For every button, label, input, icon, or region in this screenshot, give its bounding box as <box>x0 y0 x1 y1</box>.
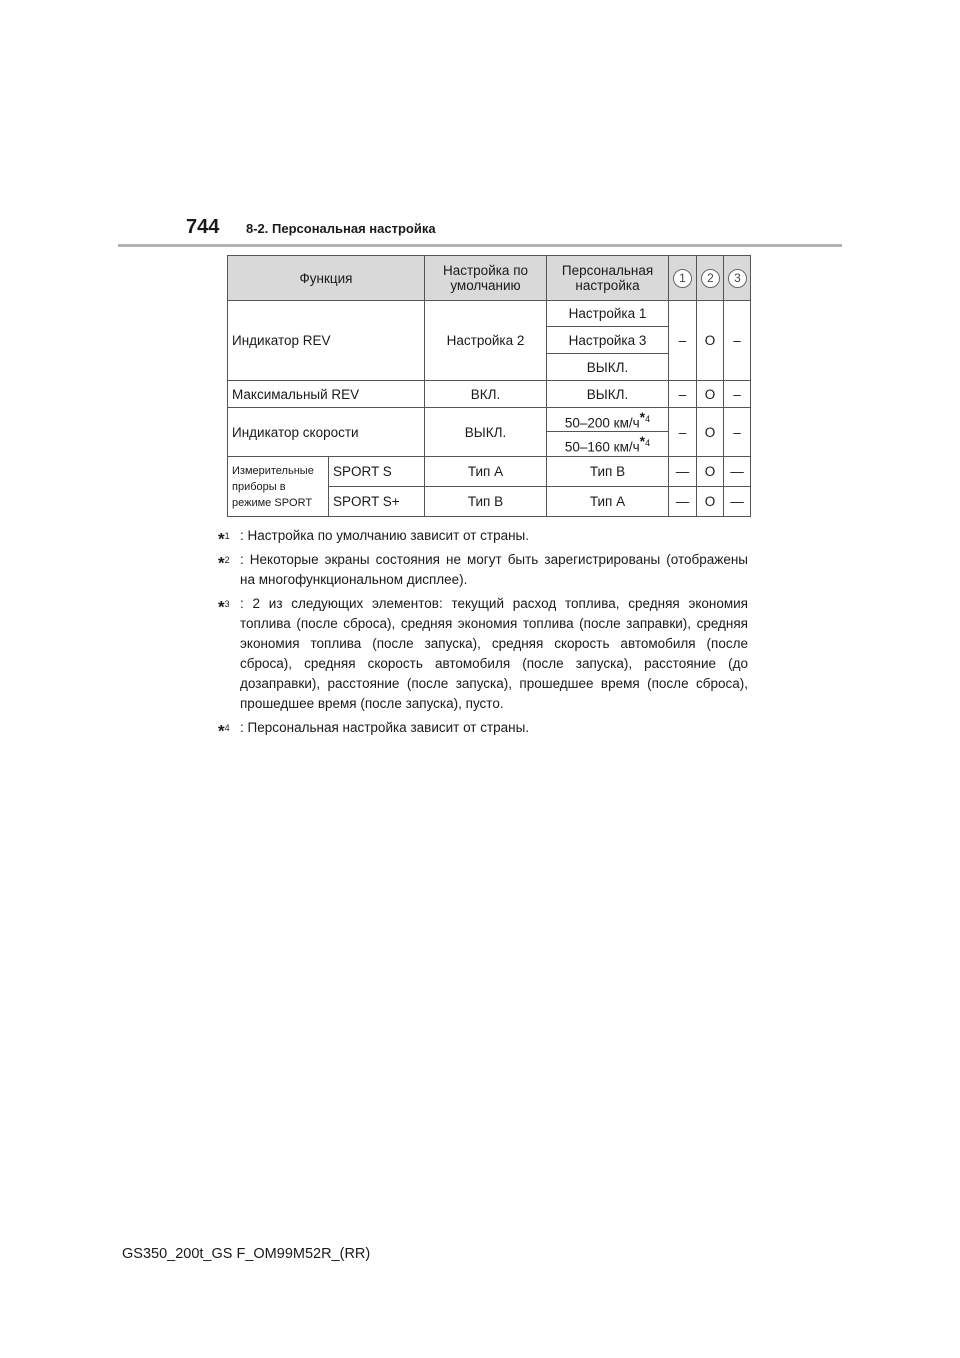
cell-method-1: — <box>669 487 697 517</box>
cell-method-2: O <box>697 408 724 457</box>
table-row <box>228 301 751 327</box>
cell-function-rev-indicator: Индикатор REV <box>228 301 425 381</box>
footnote-4 <box>218 718 748 741</box>
cell-method-1: – <box>669 381 697 408</box>
cell-function-speed-indicator: Индикатор скорости <box>228 408 425 457</box>
footnote-text: : Некоторые экраны состояния не могут быть зарегистрированы (отображены на многофункциональном дисплее). <box>240 552 748 587</box>
column-header-custom: Персональная настройка <box>547 256 669 301</box>
cell-default: Тип B <box>425 487 547 517</box>
cell-method-2: O <box>697 381 724 408</box>
section-title: 8-2. Персональная настройка <box>246 221 436 236</box>
column-header-function: Функция <box>228 256 425 301</box>
cell-option: Тип B <box>547 457 669 487</box>
circle-2-icon: 2 <box>701 269 720 288</box>
footnote-marker: *$^4$ <box>218 721 230 741</box>
cell-default-speed-indicator: ВЫКЛ. <box>425 408 547 457</box>
header-divider <box>118 244 842 247</box>
cell-mode: SPORT S <box>329 457 425 487</box>
cell-method-3: – <box>724 381 751 408</box>
option-text: 50–200 км/ч <box>564 415 640 431</box>
cell-option: Настройка 3 <box>547 327 669 354</box>
footnote-marker: *$^3$ <box>218 597 230 617</box>
circle-1-icon: 1 <box>673 269 692 288</box>
cell-method-3: — <box>724 487 751 517</box>
settings-table <box>227 255 751 517</box>
document-code: GS350_200t_GS F_OM99M52R_(RR) <box>122 1246 371 1262</box>
cell-default-rev-indicator: Настройка 2 <box>425 301 547 381</box>
page-number: 744 <box>186 216 220 238</box>
table-row <box>228 381 751 408</box>
cell-option: ВЫКЛ. <box>547 381 669 408</box>
footnote-3 <box>218 594 748 714</box>
cell-option <box>547 432 669 457</box>
table-header-row <box>228 256 751 301</box>
cell-method-2: O <box>697 487 724 517</box>
table-row <box>228 457 751 487</box>
cell-option <box>547 408 669 432</box>
circle-3-icon: 3 <box>728 269 747 288</box>
column-header-method-3 <box>724 256 751 301</box>
cell-function-max-rev: Максимальный REV <box>228 381 425 408</box>
footnote-text: : Персональная настройка зависит от страны. <box>240 720 530 735</box>
cell-method-1: – <box>669 301 697 381</box>
cell-method-3: — <box>724 457 751 487</box>
option-text: 50–160 км/ч <box>564 439 640 455</box>
footnote-star: * <box>639 433 646 450</box>
footnote-number: 4 <box>645 438 651 449</box>
column-header-default: Настройка по умолчанию <box>425 256 547 301</box>
footnote-star: * <box>639 408 646 425</box>
table-row <box>228 408 751 432</box>
cell-option: ВЫКЛ. <box>547 354 669 381</box>
cell-method-2: O <box>697 301 724 381</box>
cell-method-3: – <box>724 408 751 457</box>
cell-option: Настройка 1 <box>547 301 669 327</box>
footnotes <box>218 526 748 742</box>
cell-function-sport-gauges: Измерительные приборы в режиме SPORT <box>228 457 329 517</box>
cell-mode: SPORT S+ <box>329 487 425 517</box>
column-header-method-2 <box>697 256 724 301</box>
cell-method-1: – <box>669 408 697 457</box>
cell-option: Тип A <box>547 487 669 517</box>
footnote-number: 4 <box>645 413 651 424</box>
cell-method-2: O <box>697 457 724 487</box>
footnote-marker: *$^2$ <box>218 553 230 573</box>
cell-method-3: – <box>724 301 751 381</box>
footnote-2 <box>218 550 748 590</box>
column-header-method-1 <box>669 256 697 301</box>
cell-default: Тип A <box>425 457 547 487</box>
cell-default-max-rev: ВКЛ. <box>425 381 547 408</box>
footnote-marker: *$^1$ <box>218 529 230 549</box>
footnote-1 <box>218 526 748 549</box>
cell-method-1: — <box>669 457 697 487</box>
footnote-text: : Настройка по умолчанию зависит от страны. <box>240 528 530 543</box>
footnote-text: : 2 из следующих элементов: текущий расход топлива, средняя экономия топлива (после сброса), средняя экономия топлива (после заправки), средняя экономия топлива (после запуска), средняя скорость автомобиля (после сброса), средняя скорость автомобиля (после запуска), расстояние (до дозаправки), расстояние (после запуска), прошедшее время (после сброса), прошедшее время (после запуска), пусто. <box>240 596 748 711</box>
